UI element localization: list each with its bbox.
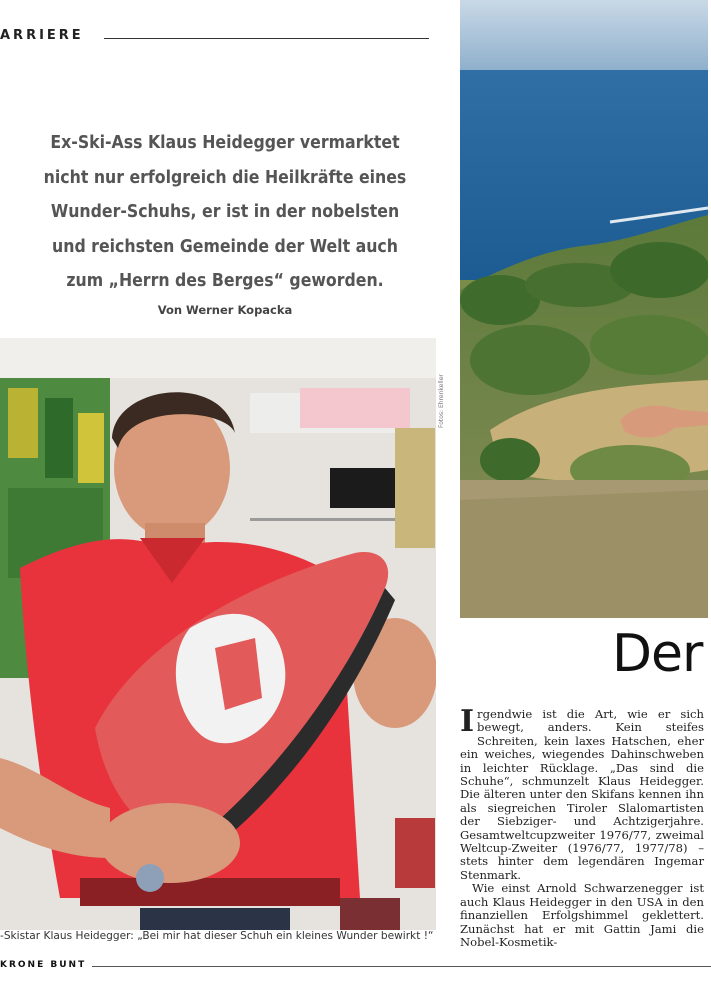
paragraph-text: rgendwie ist die Art, wie er sich bewegt, anders. Kein steifes Schreiten, kein laxes Hatschen, eher ein weiches, wiegendes Dahinschweben in leichter Rücklage. „Das sind die Schuhe“, schmunzelt Klaus Heidegger. Die älteren unter den Skifans kennen ihn als siegreichen Tiroler Slalomartisten der Siebziger- und Achtzigerjahre. Gesamtweltcupzweiter 1976/77, zweimal Weltcup-Zweiter (1976/77, 1977/78) – stets hinter dem legendären Ingemar Stenmark. xyxy=(460,707,704,882)
article-paragraph xyxy=(460,704,704,882)
section-label: ARRIERE xyxy=(0,28,84,43)
shop-photo xyxy=(0,338,436,930)
article-headline: Der xyxy=(612,624,703,684)
photo-caption: -Skistar Klaus Heidegger: „Bei mir hat dieser Schuh ein kleines Wunder bewirkt !“ xyxy=(0,930,434,942)
section-rule xyxy=(104,38,429,39)
drop-cap: I xyxy=(460,704,475,739)
lead-line: zum „Herrn des Berges“ geworden. xyxy=(66,271,384,291)
lead-line: Ex-Ski-Ass Klaus Heidegger vermarktet xyxy=(50,133,400,153)
byline: Von Werner Kopacka xyxy=(157,303,293,317)
coast-photo xyxy=(460,0,708,618)
photo-credit: Fotos: Ehrenkeller xyxy=(438,374,445,428)
article-body xyxy=(460,704,704,949)
lead-line: nicht nur erfolgreich die Heilkräfte eines xyxy=(43,167,407,188)
footer-label: KRONE BUNT xyxy=(0,960,87,970)
lead-line: und reichsten Gemeinde der Welt auch xyxy=(52,236,398,257)
lead-paragraph xyxy=(20,126,430,299)
footer-rule xyxy=(92,966,711,967)
article-paragraph: Wie einst Arnold Schwarzenegger ist auch Klaus Heidegger in den USA in den finanziellen Erfolgshimmel geklettert. Zunächst hat er mit Gattin Jami die Nobel-Kosmetik- xyxy=(460,881,704,949)
lead-line: Wunder-Schuhs, er ist in der nobelsten xyxy=(50,202,400,222)
